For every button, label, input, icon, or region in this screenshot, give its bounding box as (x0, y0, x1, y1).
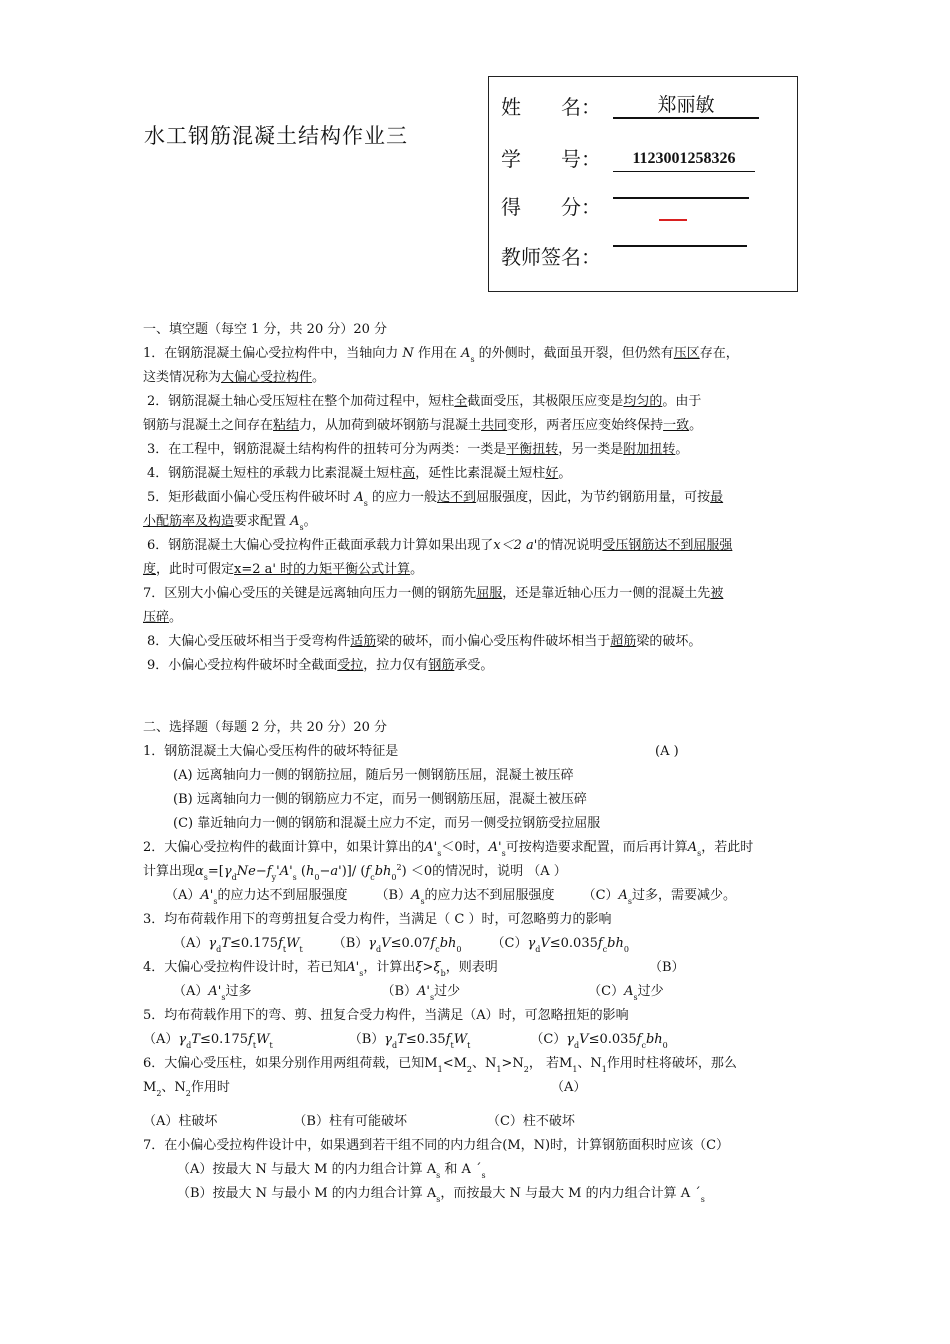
fill-q4: 4．钢筋混凝土短柱的承载力比素混凝土短柱高，延性比素混凝土短柱好。 (147, 466, 572, 481)
choice-q3-options: $(A)\gamma_dT\le 0.175f_tW_t$ $(B)\gamma_dV\le 0.07f_cbh_0$ $(C)\gamma_dV\le 0.035f_cbh_0$ (173, 936, 629, 954)
fill-q6-line1: 6．钢筋混凝土大偏心受拉构件正截面承载力计算如果出现了x＜2 a'的情况说明受压钢筋达不到屈服强 (147, 538, 733, 553)
teacher-signature-label: 教师签名： (501, 245, 601, 269)
name-row (501, 91, 601, 120)
fill-q7-line1: 7．区别大小偏心受压的关键是远离轴向压力一侧的钢筋先屈服，还是靠近轴心压力一侧的混凝土先被 (143, 586, 724, 601)
student-id-value: 1123001258326 (613, 147, 755, 172)
student-id-label: 学 号： (501, 147, 601, 171)
red-score-mark (659, 219, 687, 221)
choice-q7-stem: 7．在小偏心受拉构件设计中，如果遇到若干组不同的内力组合(M，N)时，计算钢筋面积时应该（C） (143, 1138, 730, 1153)
fill-q5-line1: 5．矩形截面小偏心受压构件破坏时 $A_s$ 的应力一般达不到屈服强度，因此，为节约钢筋用量，可按最 (147, 490, 724, 508)
choice-q6-answer: （A） (551, 1080, 587, 1095)
choice-q2-options: $(A)A'_s$的应力达不到屈服强度 $(B)A_s$的应力达不到屈服强度 $(C)A_s$过多，需要减少。 (165, 888, 737, 906)
choice-q7-option-a: （A）按最大 N 与最大 M 的内力组合计算 $A_s$ 和 A $´_s$ (177, 1162, 486, 1180)
choice-q7-option-b: （B）按最大 N 与最小 M 的内力组合计算 $A_s$，而按最大 N 与最大 M 的内力组合计算 A $´_s$ (177, 1186, 705, 1204)
student-info-box (488, 76, 798, 292)
name-label: 姓 名： (501, 95, 601, 119)
choice-q6-line2: $M_2$、$N_2$作用时 （A） (143, 1076, 811, 1100)
choice-q5-stem: 5．均布荷载作用下的弯、剪、扭复合受力构件，当满足（A）时，可忽略扭矩的影响 (143, 1008, 629, 1023)
choice-q6-line1: 6．大偏心受压柱，如果分别作用两组荷载，已知$M_1<M_2$、$N_1>N_2$， 若$M_1$、$N_1$作用时柱将破坏，那么 (143, 1056, 737, 1074)
choice-q2-line2: 计算出现$\alpha_s=[\gamma_dNe-f_y'A'_s$ $(h_0-a')]/$ $(f_cbh_0^2) <0$的情况时，说明 （A ） (143, 863, 567, 882)
fill-q7-line2: 压碎。 (143, 610, 183, 625)
choice-q4-stem: 4．大偏心受拉构件设计时，若已知$A'_s$，计算出$\xi>\xi_b$，则表明 （B） (143, 956, 811, 980)
choice-q4-answer: （B） (649, 960, 685, 975)
score-value (613, 197, 749, 199)
choice-q5-options: $(A)\gamma_dT\le 0.175f_tW_t$ $(B)\gamma_dT\le 0.35f_tW_t$ $(C)\gamma_dV\le 0.035f_cbh_0$ (143, 1032, 668, 1050)
student-id-row (501, 143, 601, 172)
choice-q1-stem: 1．钢筋混凝土大偏心受压构件的破坏特征是 (A ) (143, 740, 811, 764)
score-label: 得 分： (501, 195, 601, 219)
teacher-signature-row (501, 241, 601, 270)
choice-q6-options: （A）柱破坏 （B）柱有可能破坏 （C）柱不破坏 (143, 1114, 575, 1129)
score-row (501, 191, 601, 220)
fill-q1-line2: 这类情况称为大偏心受拉构件。 (143, 370, 326, 385)
fill-q3: 3．在工程中，钢筋混凝土结构构件的扭转可分为两类：一类是平衡扭转，另一类是附加扭转。 (147, 442, 689, 457)
section2-heading: 二、选择题（每题 2 分，共 20 分）20 分 (143, 720, 388, 735)
fill-q2-line2: 钢筋与混凝土之间存在粘结力，从加荷到破坏钢筋与混凝土共同变形，两者压应变始终保持一致。 (143, 418, 703, 433)
page-title: 水工钢筋混凝土结构作业三 (144, 124, 408, 148)
choice-q1-answer: (A ) (655, 744, 679, 759)
choice-q4-options: $(A)A'_s$过多 $(B)A'_s$过少 $(C)A_s$过少 (173, 984, 664, 1002)
fill-q1-line1: 1．在钢筋混凝土偏心受拉构件中，当轴向力 N 作用在 $A_s$ 的外侧时，截面虽开裂，但仍然有压区存在， (143, 346, 739, 364)
name-value: 郑丽敏 (613, 93, 759, 119)
fill-q8: 8．大偏心受压破坏相当于受弯构件适筋梁的破坏，而小偏心受压构件破坏相当于超筋梁的破坏。 (147, 634, 702, 649)
fill-q5-line2: 小配筋率及构造要求配置 $A_s$。 (143, 514, 317, 532)
choice-q1-option-a: (A) 远离轴向力一侧的钢筋拉屈，随后另一侧钢筋压屈，混凝土被压碎 (173, 768, 574, 783)
choice-q1-option-c: (C) 靠近轴向力一侧的钢筋和混凝土应力不定，而另一侧受拉钢筋受拉屈服 (173, 816, 601, 831)
choice-q2-line1: 2．大偏心受拉构件的截面计算中，如果计算出的$A'_s<0$时，$A'_s$可按构造要求配置，而后再计算$A_s$，若此时 (143, 840, 754, 858)
section1-heading: 一、填空题（每空 1 分，共 20 分）20 分 (143, 322, 388, 337)
fill-q6-line2: 度，此时可假定x=2 a' 时的力矩平衡公式计算。 (143, 562, 424, 577)
fill-q2-line1: 2．钢筋混凝土轴心受压短柱在整个加荷过程中，短柱全截面受压，其极限压应变是均匀的。由于 (147, 394, 702, 409)
choice-q1-option-b: (B) 远离轴向力一侧的钢筋应力不定，而另一侧钢筋压屈，混凝土被压碎 (173, 792, 587, 807)
choice-q3-stem: 3．均布荷载作用下的弯剪扭复合受力构件，当满足（ C ）时，可忽略剪力的影响 (143, 912, 612, 927)
teacher-signature-value (613, 245, 747, 247)
assignment-content (143, 318, 811, 1206)
fill-q9: 9．小偏心受拉构件破坏时全截面受拉，拉力仅有钢筋承受。 (147, 658, 494, 673)
